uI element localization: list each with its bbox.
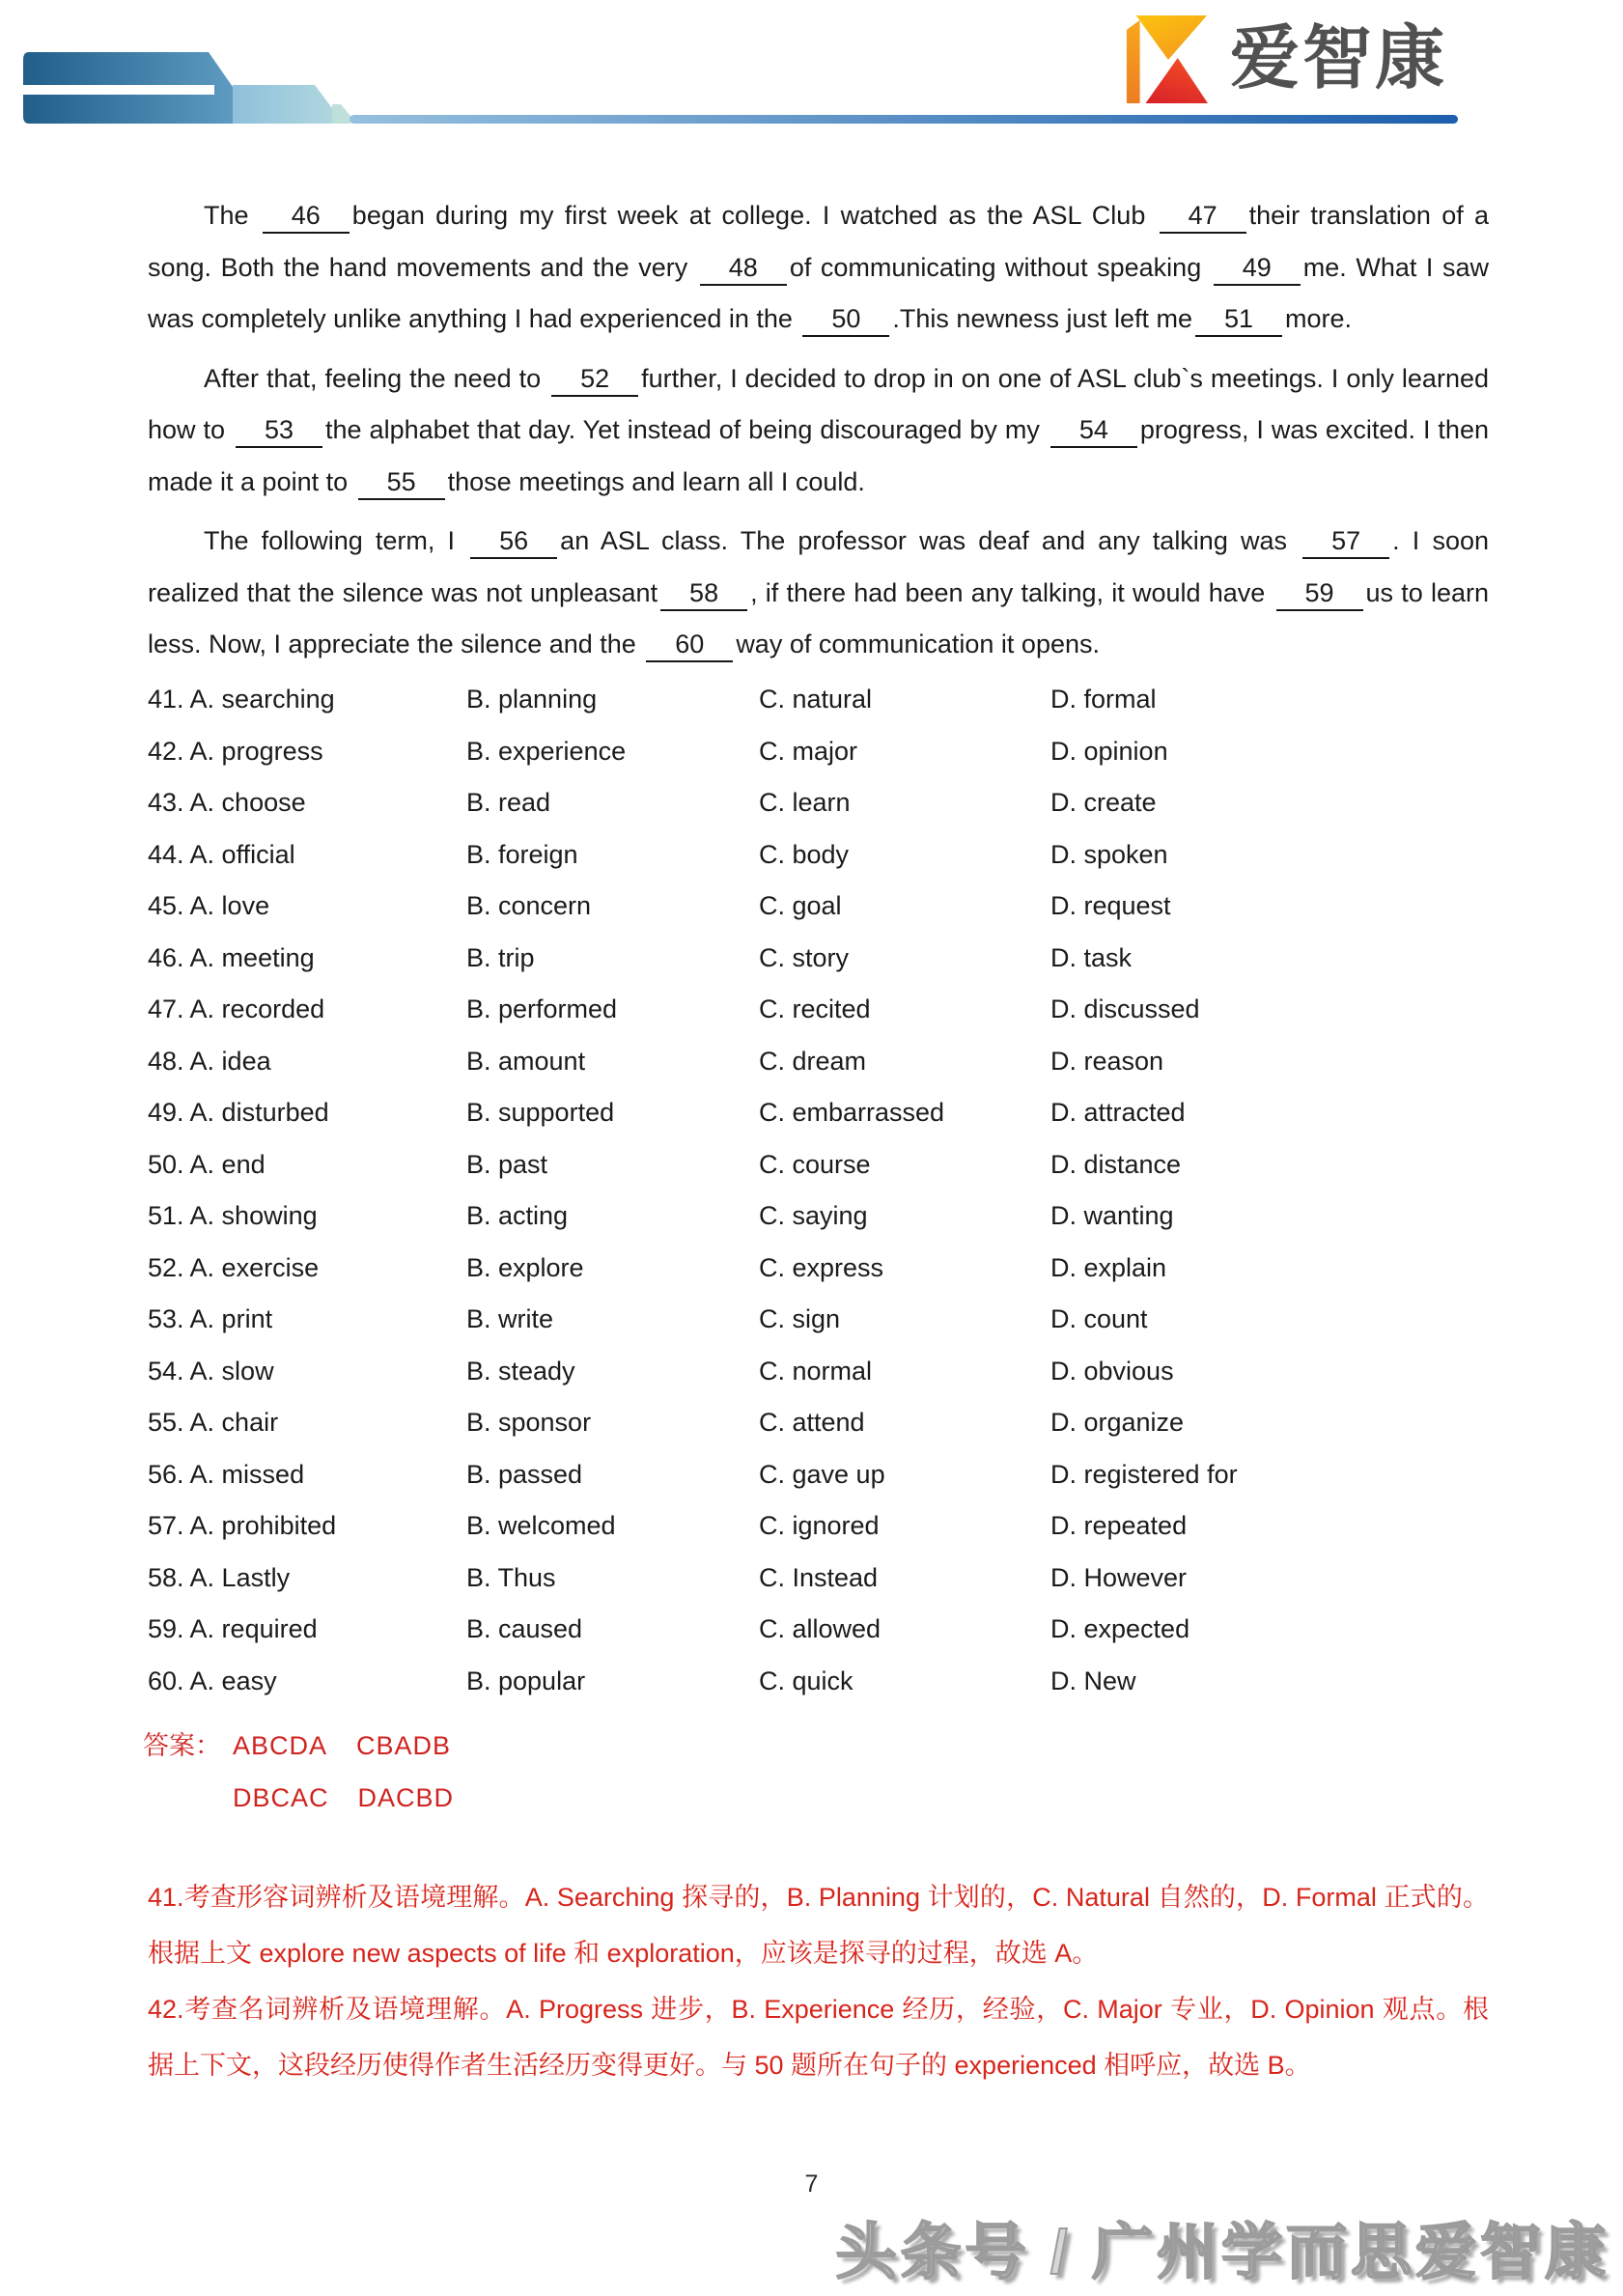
option-cell: D. repeated bbox=[1050, 1511, 1188, 1541]
option-cell: C. Instead bbox=[759, 1562, 879, 1592]
option-cell: D. New bbox=[1050, 1666, 1136, 1695]
option-cell: B. foreign bbox=[466, 839, 578, 869]
option-cell: C. gave up bbox=[759, 1459, 885, 1489]
option-cell: 59. A. required bbox=[148, 1614, 318, 1644]
option-cell: 56. A. missed bbox=[148, 1459, 305, 1489]
option-cell: C. embarrassed bbox=[759, 1098, 945, 1128]
cloze-blank: 57 bbox=[1302, 525, 1389, 559]
option-cell: 57. A. prohibited bbox=[148, 1511, 337, 1541]
question-row bbox=[148, 1036, 1489, 1088]
question-row bbox=[148, 674, 1489, 726]
passage-paragraph: After that, feeling the need to 52 further, I decided to drop in on one of ASL club`s meetings. I only learned how to 53 the alphabet that day. Yet instead of being discouraged by my 54 progress, I was excited. I then made it a point to 55 those meetings and learn all I could. bbox=[148, 353, 1489, 509]
option-cell: D. spoken bbox=[1050, 839, 1168, 869]
cloze-blank: 48 bbox=[700, 252, 787, 286]
option-cell: 46. A. meeting bbox=[148, 942, 315, 972]
answers-line2-groups bbox=[233, 1783, 483, 1812]
passage-paragraph: The 46 began during my first week at college. I watched as the ASL Club 47 their translation of a song. Both the hand movements and the very 48 of communicating without speaking 49 me. What I saw was completely unlike anything I had experienced in the 50 .This newness just left me 51 more. bbox=[148, 190, 1489, 346]
option-cell: D. registered for bbox=[1050, 1459, 1238, 1489]
answer-group: DACBD bbox=[357, 1782, 455, 1812]
option-cell: B. amount bbox=[466, 1046, 586, 1076]
option-cell: D. reason bbox=[1050, 1046, 1164, 1076]
option-cell: C. recited bbox=[759, 994, 871, 1024]
option-cell: B. welcomed bbox=[466, 1511, 616, 1541]
option-cell: 47. A. recorded bbox=[148, 994, 325, 1024]
question-row bbox=[148, 726, 1489, 778]
explanation-42: 42.考查名词辨析及语境理解。A. Progress 进步，B. Experience 经历，经验，C. Major 专业，D. Opinion 观点。根据上下文，这段经历使得作者生活经历变得更好。与 50 题所在句子的 experienced 相呼应，故选 B。 bbox=[148, 1995, 1489, 2080]
option-cell: B. experience bbox=[466, 736, 627, 766]
option-cell: D. count bbox=[1050, 1304, 1148, 1334]
cloze-blank: 53 bbox=[236, 414, 322, 448]
option-cell: D. However bbox=[1050, 1562, 1188, 1592]
option-cell: 44. A. official bbox=[148, 839, 295, 869]
option-cell: B. popular bbox=[466, 1666, 586, 1695]
cloze-blank: 49 bbox=[1214, 252, 1301, 286]
question-row bbox=[148, 1397, 1489, 1449]
option-cell: D. expected bbox=[1050, 1614, 1190, 1644]
option-cell: 42. A. progress bbox=[148, 736, 323, 766]
options-table bbox=[148, 674, 1489, 1707]
option-cell: D. task bbox=[1050, 942, 1133, 972]
option-cell: 60. A. easy bbox=[148, 1666, 277, 1695]
explanation-41: 41.考查形容词辨析及语境理解。A. Searching 探寻的，B. Planning 计划的，C. Natural 自然的，D. Formal 正式的。根据上文 explore new aspects of life 和 exploration，应该是探寻的过程，故选 A。 bbox=[148, 1883, 1489, 1968]
option-cell: B. trip bbox=[466, 942, 535, 972]
cloze-blank: 52 bbox=[551, 363, 638, 397]
option-cell: 43. A. choose bbox=[148, 788, 306, 818]
question-row bbox=[148, 1139, 1489, 1191]
question-row bbox=[148, 1346, 1489, 1398]
option-cell: C. goal bbox=[759, 891, 842, 921]
option-cell: B. planning bbox=[466, 685, 598, 714]
answers-line1 bbox=[143, 1721, 483, 1773]
question-row bbox=[148, 1553, 1489, 1605]
option-cell: C. express bbox=[759, 1252, 884, 1282]
option-cell: B. passed bbox=[466, 1459, 583, 1489]
question-row bbox=[148, 1604, 1489, 1656]
option-cell: B. supported bbox=[466, 1098, 615, 1128]
answers-line2 bbox=[143, 1773, 483, 1825]
option-cell: 50. A. end bbox=[148, 1149, 266, 1179]
option-cell: C. dream bbox=[759, 1046, 867, 1076]
option-cell: 51. A. showing bbox=[148, 1201, 318, 1231]
option-cell: B. Thus bbox=[466, 1562, 556, 1592]
watermark: 头条号 / 广州学而思爱智康 bbox=[835, 2219, 1609, 2286]
cloze-blank: 59 bbox=[1276, 577, 1363, 611]
option-cell: C. major bbox=[759, 736, 858, 766]
option-cell: C. normal bbox=[759, 1356, 873, 1386]
option-cell: D. distance bbox=[1050, 1149, 1182, 1179]
cloze-blank: 54 bbox=[1050, 414, 1137, 448]
answers-line1-groups bbox=[233, 1731, 480, 1760]
answer-group: CBADB bbox=[356, 1731, 452, 1760]
option-cell: C. allowed bbox=[759, 1614, 881, 1644]
cloze-blank: 51 bbox=[1195, 303, 1282, 337]
option-cell: C. learn bbox=[759, 788, 851, 818]
option-cell: 48. A. idea bbox=[148, 1046, 271, 1076]
option-cell: D. create bbox=[1050, 788, 1157, 818]
option-cell: D. request bbox=[1050, 891, 1171, 921]
option-cell: C. attend bbox=[759, 1408, 865, 1438]
option-cell: 41. A. searching bbox=[148, 685, 335, 714]
option-cell: D. wanting bbox=[1050, 1201, 1174, 1231]
option-cell: C. quick bbox=[759, 1666, 853, 1695]
option-cell: D. formal bbox=[1050, 685, 1157, 714]
question-row bbox=[148, 984, 1489, 1036]
option-cell: B. explore bbox=[466, 1252, 584, 1282]
option-cell: B. concern bbox=[466, 891, 592, 921]
question-row bbox=[148, 1449, 1489, 1501]
cloze-blank: 50 bbox=[802, 303, 889, 337]
option-cell: C. story bbox=[759, 942, 850, 972]
option-cell: 54. A. slow bbox=[148, 1356, 274, 1386]
option-cell: C. sign bbox=[759, 1304, 841, 1334]
option-cell: B. performed bbox=[466, 994, 618, 1024]
passage-paragraph: The following term, I 56 an ASL class. The professor was deaf and any talking was 57 . I soon realized that the silence was not unpleasant 58 , if there had been any talking, it would have 59 us to learn less. Now, I appreciate the silence and the 60 way of communication it opens. bbox=[148, 516, 1489, 671]
option-cell: D. attracted bbox=[1050, 1098, 1186, 1128]
question-row bbox=[148, 1500, 1489, 1553]
question-row bbox=[148, 881, 1489, 933]
cloze-blank: 56 bbox=[470, 525, 557, 559]
option-cell: D. obvious bbox=[1050, 1356, 1174, 1386]
option-cell: B. sponsor bbox=[466, 1408, 592, 1438]
question-row bbox=[148, 1190, 1489, 1243]
option-cell: B. read bbox=[466, 788, 551, 818]
option-cell: B. past bbox=[466, 1149, 548, 1179]
question-row bbox=[148, 933, 1489, 985]
option-cell: 55. A. chair bbox=[148, 1408, 279, 1438]
page-number: 7 bbox=[804, 2170, 819, 2198]
option-cell: C. natural bbox=[759, 685, 873, 714]
option-cell: C. course bbox=[759, 1149, 871, 1179]
option-cell: 49. A. disturbed bbox=[148, 1098, 329, 1128]
cloze-blank: 46 bbox=[263, 200, 350, 234]
question-row bbox=[148, 1243, 1489, 1295]
answers-label: 答案： bbox=[143, 1731, 221, 1760]
cloze-blank: 60 bbox=[646, 629, 733, 662]
question-row bbox=[148, 829, 1489, 882]
logo-text: 爱智康 bbox=[1229, 20, 1447, 98]
option-cell: 52. A. exercise bbox=[148, 1252, 320, 1282]
aizhikang-logo bbox=[1124, 14, 1447, 104]
option-cell: D. organize bbox=[1050, 1408, 1185, 1438]
answers-block bbox=[143, 1721, 483, 1824]
option-cell: B. acting bbox=[466, 1201, 569, 1231]
answer-group: ABCDA bbox=[233, 1731, 328, 1760]
cloze-blank: 58 bbox=[660, 577, 747, 611]
question-row bbox=[148, 1656, 1489, 1708]
option-cell: B. write bbox=[466, 1304, 554, 1334]
option-cell: D. explain bbox=[1050, 1252, 1167, 1282]
option-cell: 53. A. print bbox=[148, 1304, 273, 1334]
cloze-passage bbox=[148, 190, 1489, 679]
question-row bbox=[148, 1087, 1489, 1139]
cloze-blank: 47 bbox=[1160, 200, 1246, 234]
aizhikang-logo-icon bbox=[1124, 14, 1209, 104]
option-cell: D. discussed bbox=[1050, 994, 1200, 1024]
question-row bbox=[148, 777, 1489, 829]
option-cell: 45. A. love bbox=[148, 891, 270, 921]
option-cell: B. steady bbox=[466, 1356, 575, 1386]
option-cell: C. body bbox=[759, 839, 850, 869]
option-cell: B. caused bbox=[466, 1614, 583, 1644]
cloze-blank: 55 bbox=[358, 466, 445, 500]
answer-group: DBCAC bbox=[233, 1782, 329, 1812]
question-row bbox=[148, 1294, 1489, 1346]
option-cell: D. opinion bbox=[1050, 736, 1168, 766]
option-cell: C. saying bbox=[759, 1201, 868, 1231]
explanations bbox=[148, 1869, 1489, 2093]
option-cell: C. ignored bbox=[759, 1511, 880, 1541]
option-cell: 58. A. Lastly bbox=[148, 1562, 291, 1592]
